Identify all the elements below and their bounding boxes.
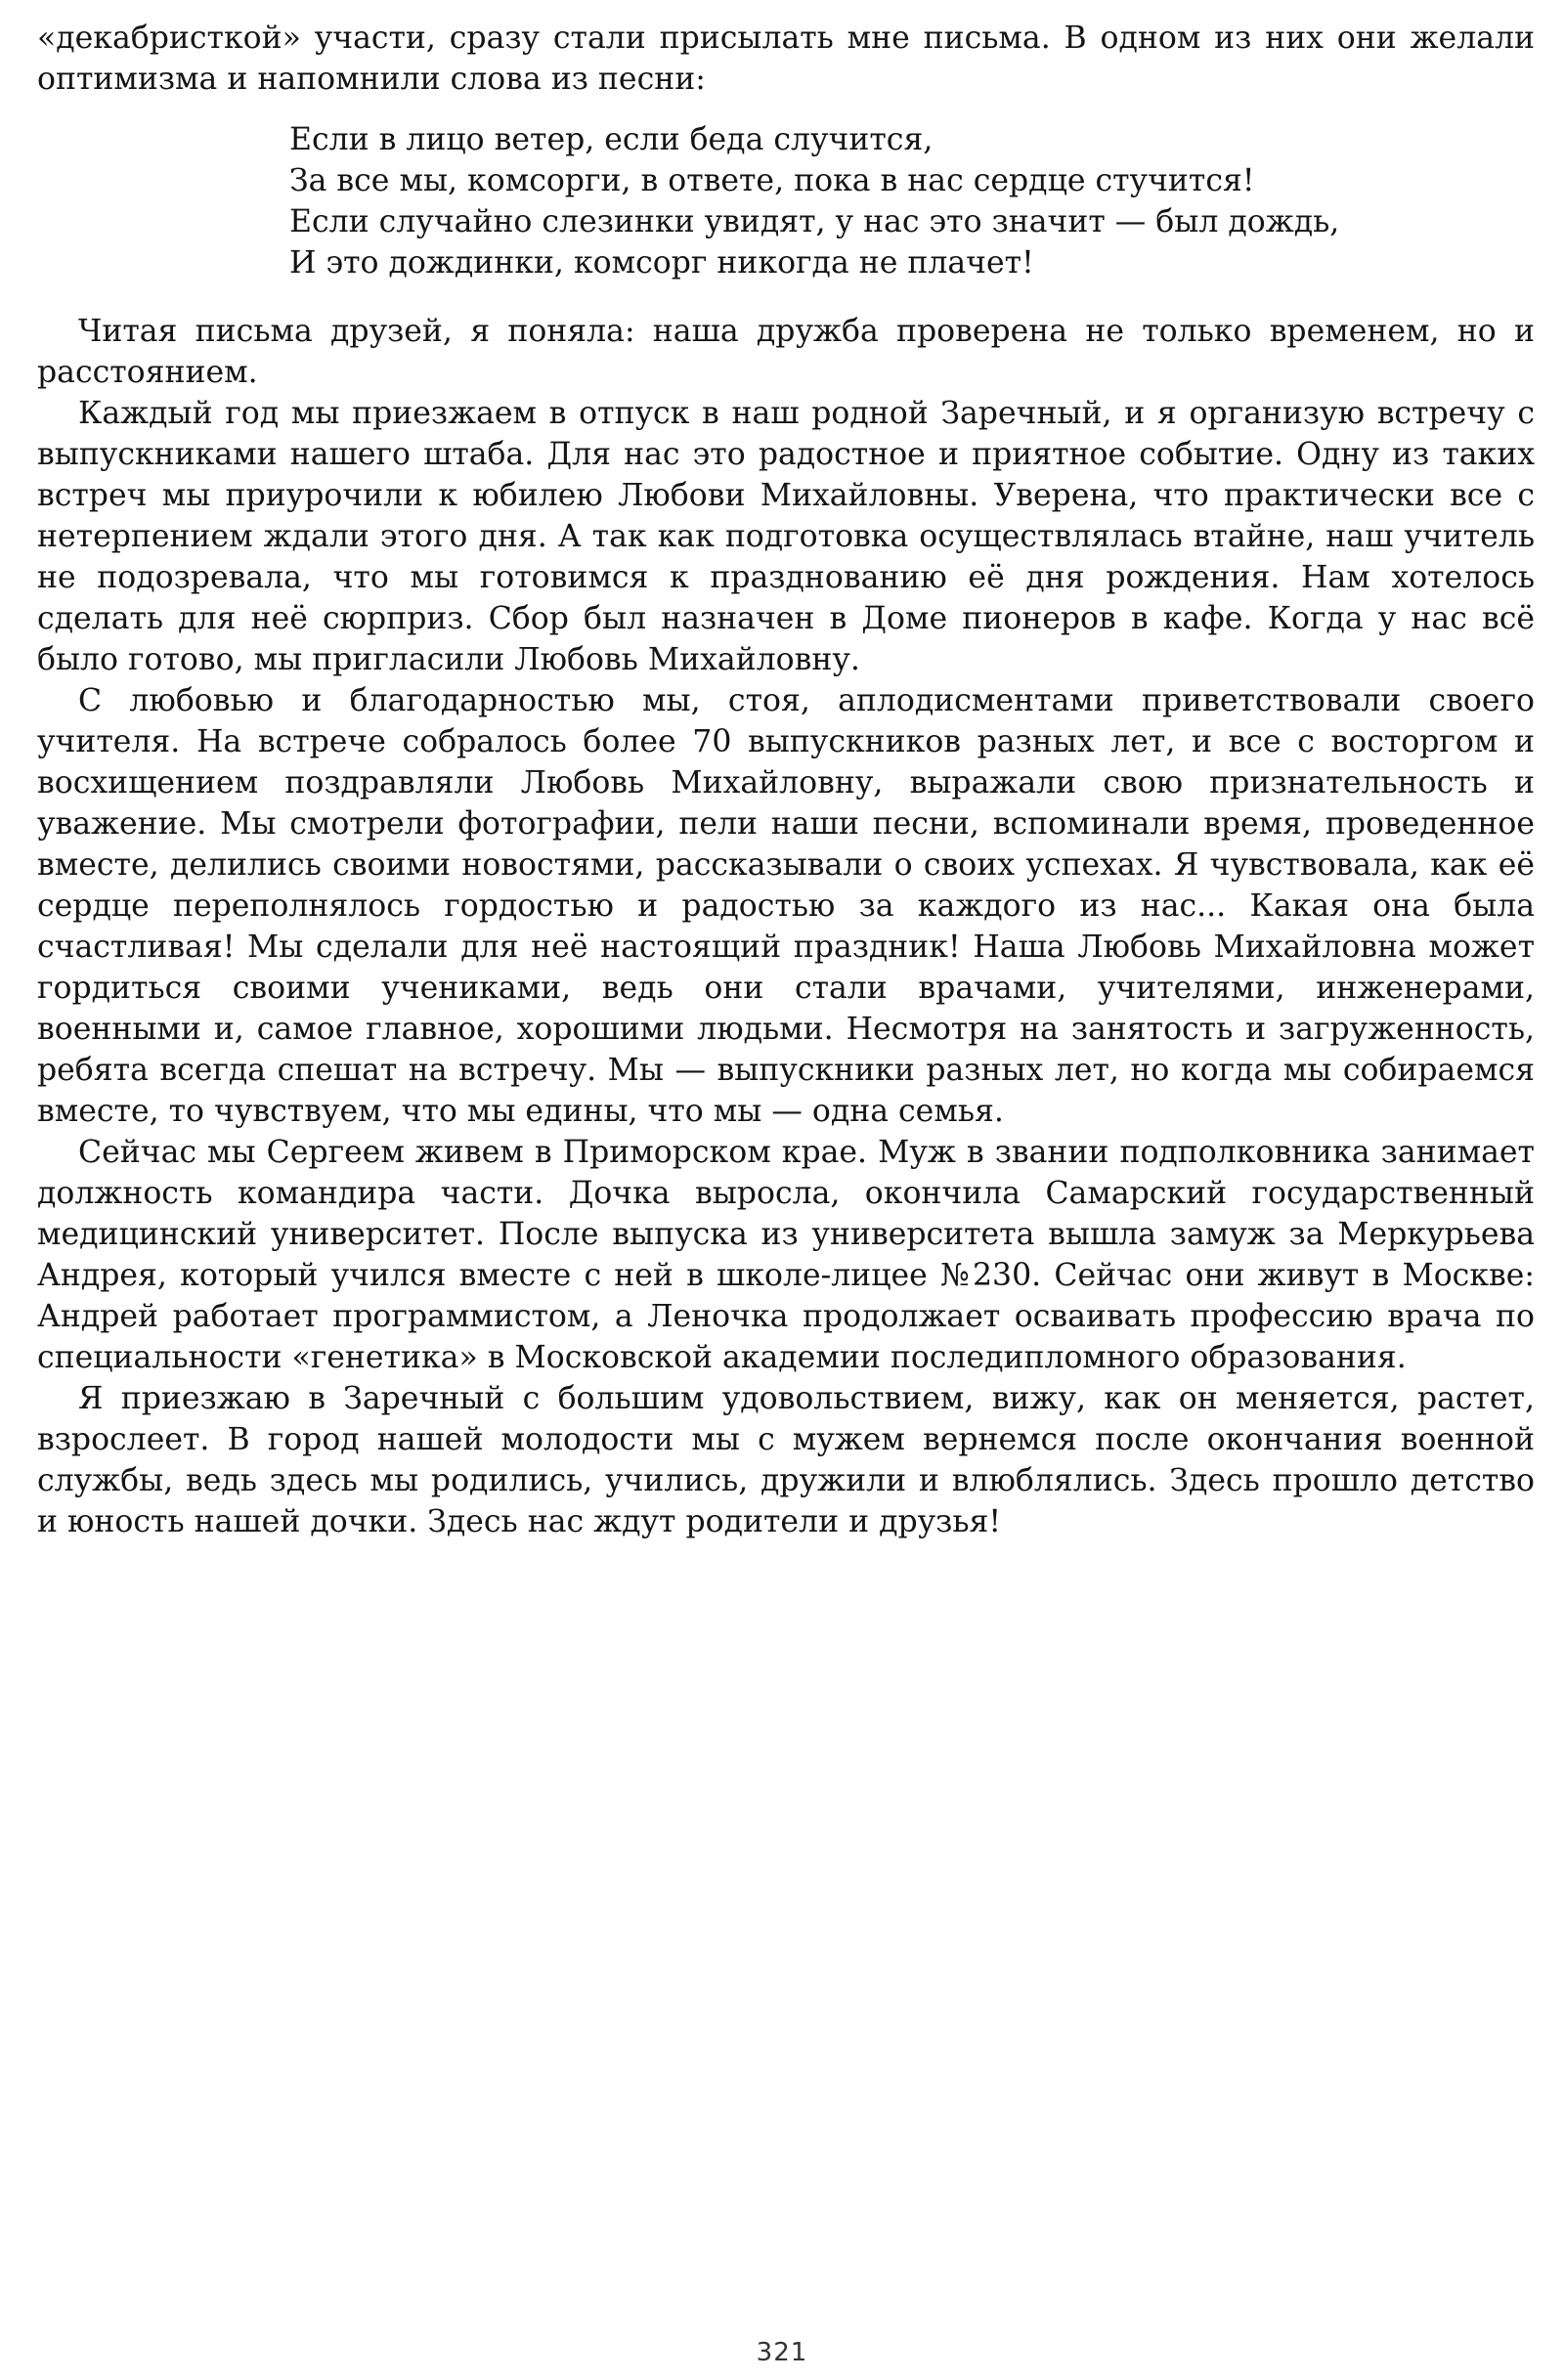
verse-line-1: Если в лицо ветер, если беда случится, bbox=[289, 122, 934, 157]
verse-line-4: И это дождинки, комсорг никогда не плачет! bbox=[289, 245, 1034, 281]
page-body bbox=[37, 18, 1535, 1542]
paragraph-letters: Читая письма друзей, я поняла: наша дружба проверена не только временем, но и расстоянием. bbox=[37, 314, 1535, 390]
paragraph-celebration: С любовью и благодарностью мы, стоя, аплодисментами приветствовали своего учителя. На встрече собралось более 70 выпускников разных лет, и все с восторгом и восхищением поздравляли Любовь Михайловну, выражали свою признательность и уважение. Мы смотрели фотографии, пели наши песни, вспоминали время, проведенное вместе, делились своими новостями, рассказывали о своих успехах. Я чувствовала, как её сердце переполнялось гордостью и радостью за каждого из нас... Какая она была счастливая! Мы сделали для неё настоящий праздник! Наша Любовь Михайловна может гордиться своими учениками, ведь они стали врачами, учителями, инженерами, военными и, самое главное, хорошими людьми. Несмотря на занятость и загруженность, ребята всегда спешат на встречу. Мы — выпускники разных лет, но когда мы собираемся вместе, то чувствуем, что мы едины, что мы — одна семья. bbox=[37, 683, 1535, 1129]
intro-paragraph: «декабристкой» участи, сразу стали присылать мне письма. В одном из них они желали оптимизма и напомнили слова из песни: bbox=[37, 21, 1535, 97]
paragraph-return: Я приезжаю в Заречный с большим удовольствием, вижу, как он меняется, растет, взрослеет. В город нашей молодости мы с мужем вернемся после окончания военной службы, ведь здесь мы родились, учились, дружили и влюблялись. Здесь прошло детство и юность нашей дочки. Здесь нас ждут родители и друзья! bbox=[37, 1381, 1535, 1539]
paragraph-annual-meeting: Каждый год мы приезжаем в отпуск в наш родной Заречный, и я организую встречу с выпускниками нашего штаба. Для нас это радостное и приятное событие. Одну из таких встреч мы приурочили к юбилею Любови Михайловны. Уверена, что практически все с нетерпением ждали этого дня. А так как подготовка осуществлялась втайне, наш учитель не подозревала, что мы готовимся к празднованию её дня рождения. Нам хотелось сделать для неё сюрприз. Сбор был назначен в Доме пионеров в кафе. Когда у нас всё было готово, мы пригласили Любовь Михайловну. bbox=[37, 396, 1535, 677]
song-verse bbox=[289, 119, 1535, 283]
verse-line-2: За все мы, комсорги, в ответе, пока в нас сердце стучится! bbox=[289, 163, 1255, 198]
page-number: 321 bbox=[756, 2338, 808, 2367]
paragraph-family-news: Сейчас мы Сергеем живем в Приморском крае. Муж в звании подполковника занимает должность командира части. Дочка выросла, окончила Самарский государственный медицинский университет. После выпуска из университета вышла замуж за Меркурьева Андрея, который учился вместе с ней в школе-лицее №230. Сейчас они живут в Москве: Андрей работает программистом, а Леночка продолжает осваивать профессию врача по специальности «генетика» в Московской академии последипломного образования. bbox=[37, 1135, 1535, 1375]
verse-line-3: Если случайно слезинки увидят, у нас это значит — был дождь, bbox=[289, 204, 1340, 239]
